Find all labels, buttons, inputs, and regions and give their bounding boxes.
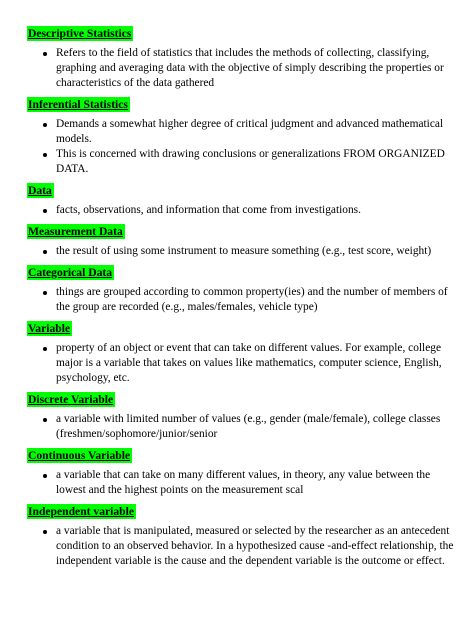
section-heading: Continuous Variable	[28, 449, 131, 462]
bullet-list	[27, 203, 454, 218]
section-categorical-data	[27, 261, 454, 315]
section-variable	[27, 317, 454, 386]
section-heading: Inferential Statistics	[28, 98, 128, 111]
section-measurement-data	[27, 220, 454, 259]
bullet-item: This is concerned with drawing conclusions or generalizations FROM ORGANIZED DATA.	[27, 147, 454, 177]
bullet-list	[27, 341, 454, 386]
bullet-item: a variable that is manipulated, measured or selected by the researcher as an antecedent condition to an observed behavior. In a hypothesized cause -and-effect relationship, the independent variable is the cause and the dependent variable is the outcome or effect.	[27, 524, 454, 569]
section-discrete-variable	[27, 388, 454, 442]
section-independent-variable	[27, 500, 454, 569]
section-heading: Measurement Data	[28, 225, 123, 238]
bullet-item: Demands a somewhat higher degree of critical judgment and advanced mathematical models.	[27, 117, 454, 147]
section-heading: Descriptive Statistics	[28, 27, 132, 40]
bullet-item: property of an object or event that can take on different values. For example, college major is a variable that takes on values like mathematics, computer science, English, psychology, etc.	[27, 341, 454, 386]
section-heading: Data	[28, 184, 52, 197]
bullet-item: a variable with limited number of values (e.g., gender (male/female), college classes (freshmen/sophomore/junior/senior	[27, 412, 454, 442]
section-heading: Categorical Data	[28, 266, 113, 279]
bullet-item: Refers to the field of statistics that includes the methods of collecting, classifying, graphing and averaging data with the objective of simply describing the properties or characteristics of the data gathered	[27, 46, 454, 91]
bullet-list	[27, 524, 454, 569]
bullet-list	[27, 285, 454, 315]
bullet-item: the result of using some instrument to measure something (e.g., test score, weight)	[27, 244, 454, 259]
section-heading: Independent variable	[28, 505, 134, 518]
section-heading: Discrete Variable	[28, 393, 114, 406]
bullet-list	[27, 46, 454, 91]
bullet-list	[27, 468, 454, 498]
section-inferential-statistics	[27, 93, 454, 177]
bullet-list	[27, 117, 454, 177]
bullet-item: things are grouped according to common property(ies) and the number of members of the group are recorded (e.g., males/females, vehicle type)	[27, 285, 454, 315]
bullet-list	[27, 244, 454, 259]
section-heading: Variable	[28, 322, 71, 335]
bullet-list	[27, 412, 454, 442]
section-descriptive-statistics	[27, 22, 454, 91]
section-continuous-variable	[27, 444, 454, 498]
bullet-item: a variable that can take on many different values, in theory, any value between the lowest and the highest points on the measurement scal	[27, 468, 454, 498]
section-data	[27, 179, 454, 218]
bullet-item: facts, observations, and information that come from investigations.	[27, 203, 454, 218]
